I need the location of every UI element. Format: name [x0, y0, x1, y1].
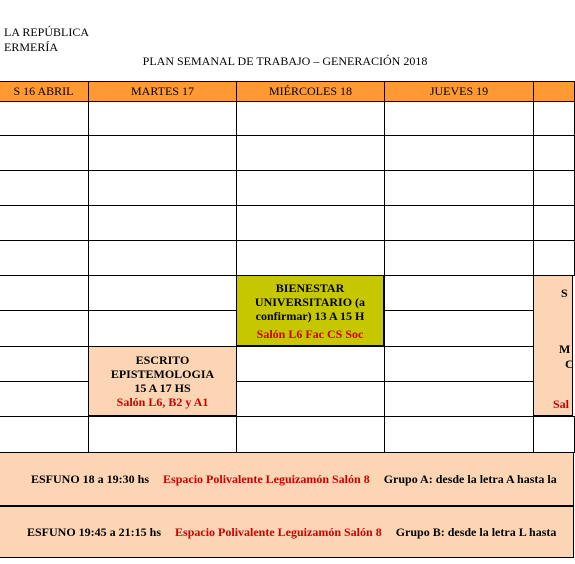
esfuno-band-2-group: Grupo B: desde la letra L hasta: [395, 524, 557, 539]
event-bienestar-line1: BIENESTAR: [275, 280, 345, 295]
day-header-2: MIÉRCOLES 18: [236, 81, 385, 102]
grid-cell: [0, 101, 89, 136]
grid-cell: [384, 381, 534, 417]
plan-title: PLAN SEMANAL DE TRABAJO – GENERACIÓN 2018: [142, 54, 428, 68]
event-friday-text2: M: [559, 342, 571, 356]
grid-cell: [384, 310, 534, 347]
event-escrito-place: Salón L6, B2 y A1: [116, 395, 209, 409]
event-bienestar-place: Salón L6 Fac CS Soc: [256, 326, 364, 341]
esfuno-band-1-place: Espacio Polivalente Leguizamón Salón 8: [163, 471, 370, 486]
grid-cell: [236, 381, 385, 417]
esfuno-band-2: [0, 506, 574, 558]
grid-cell: [384, 240, 534, 276]
esfuno-band-2-name: ESFUNO 19:45 a 21:15 hs: [27, 524, 162, 539]
grid-cell: [533, 205, 575, 241]
institution-line-2: ERMERÍA: [4, 40, 58, 54]
grid-cell: [236, 240, 385, 276]
esfuno-band-1: [0, 452, 574, 506]
grid-cell: [0, 170, 89, 206]
event-escrito: [88, 346, 237, 416]
event-friday-text1: S: [561, 286, 568, 300]
grid-cell: [236, 135, 385, 171]
day-header-0: S 16 ABRIL: [0, 81, 89, 102]
day-header-1: MARTES 17: [88, 81, 237, 102]
event-bienestar: [236, 275, 384, 346]
grid-cell: [88, 101, 237, 136]
grid-cell: [236, 101, 385, 136]
grid-cell: [533, 240, 575, 276]
event-friday-partial: [533, 275, 573, 416]
grid-cell: [0, 346, 89, 382]
grid-cell: [0, 381, 89, 417]
grid-cell: [88, 240, 237, 276]
grid-cell: [533, 416, 575, 453]
grid-cell: [88, 205, 237, 241]
event-friday-text4: Sal: [553, 397, 570, 411]
event-bienestar-line3: confirmar) 13 A 15 H: [255, 308, 365, 323]
esfuno-band-1-group: Grupo A: desde la letra A hasta la: [383, 471, 557, 486]
grid-cell: [533, 135, 575, 171]
grid-cell: [384, 135, 534, 171]
grid-cell: [88, 170, 237, 206]
institution-line-1: LA REPÚBLICA: [4, 25, 90, 39]
grid-cell: [384, 275, 534, 311]
grid-cell: [384, 416, 534, 453]
day-header-4: [533, 81, 575, 102]
event-escrito-line1: ESCRITO: [135, 353, 190, 367]
grid-cell: [88, 135, 237, 171]
grid-cell: [88, 310, 237, 347]
grid-cell: [0, 310, 89, 347]
grid-cell: [384, 101, 534, 136]
grid-cell: [0, 135, 89, 171]
event-escrito-line2: EPISTEMOLOGIA: [110, 367, 215, 381]
day-header-3: JUEVES 19: [384, 81, 534, 102]
grid-cell: [533, 170, 575, 206]
grid-cell: [236, 170, 385, 206]
grid-cell: [533, 101, 575, 136]
esfuno-band-1-name: ESFUNO 18 a 19:30 hs: [31, 471, 150, 486]
grid-cell: [236, 416, 385, 453]
grid-cell: [384, 205, 534, 241]
grid-cell: [384, 346, 534, 382]
event-bienestar-line2: UNIVERSITARIO (a: [254, 294, 366, 309]
event-escrito-line3: 15 A 17 HS: [134, 381, 191, 395]
grid-cell: [88, 275, 237, 311]
grid-cell: [384, 170, 534, 206]
grid-cell: [0, 275, 89, 311]
grid-cell: [0, 416, 89, 453]
event-friday-text3: C: [565, 357, 574, 371]
esfuno-band-2-place: Espacio Polivalente Leguizamón Salón 8: [175, 524, 382, 539]
grid-cell: [0, 240, 89, 276]
grid-cell: [88, 416, 237, 453]
grid-cell: [236, 205, 385, 241]
grid-cell: [0, 205, 89, 241]
grid-cell: [236, 346, 385, 382]
